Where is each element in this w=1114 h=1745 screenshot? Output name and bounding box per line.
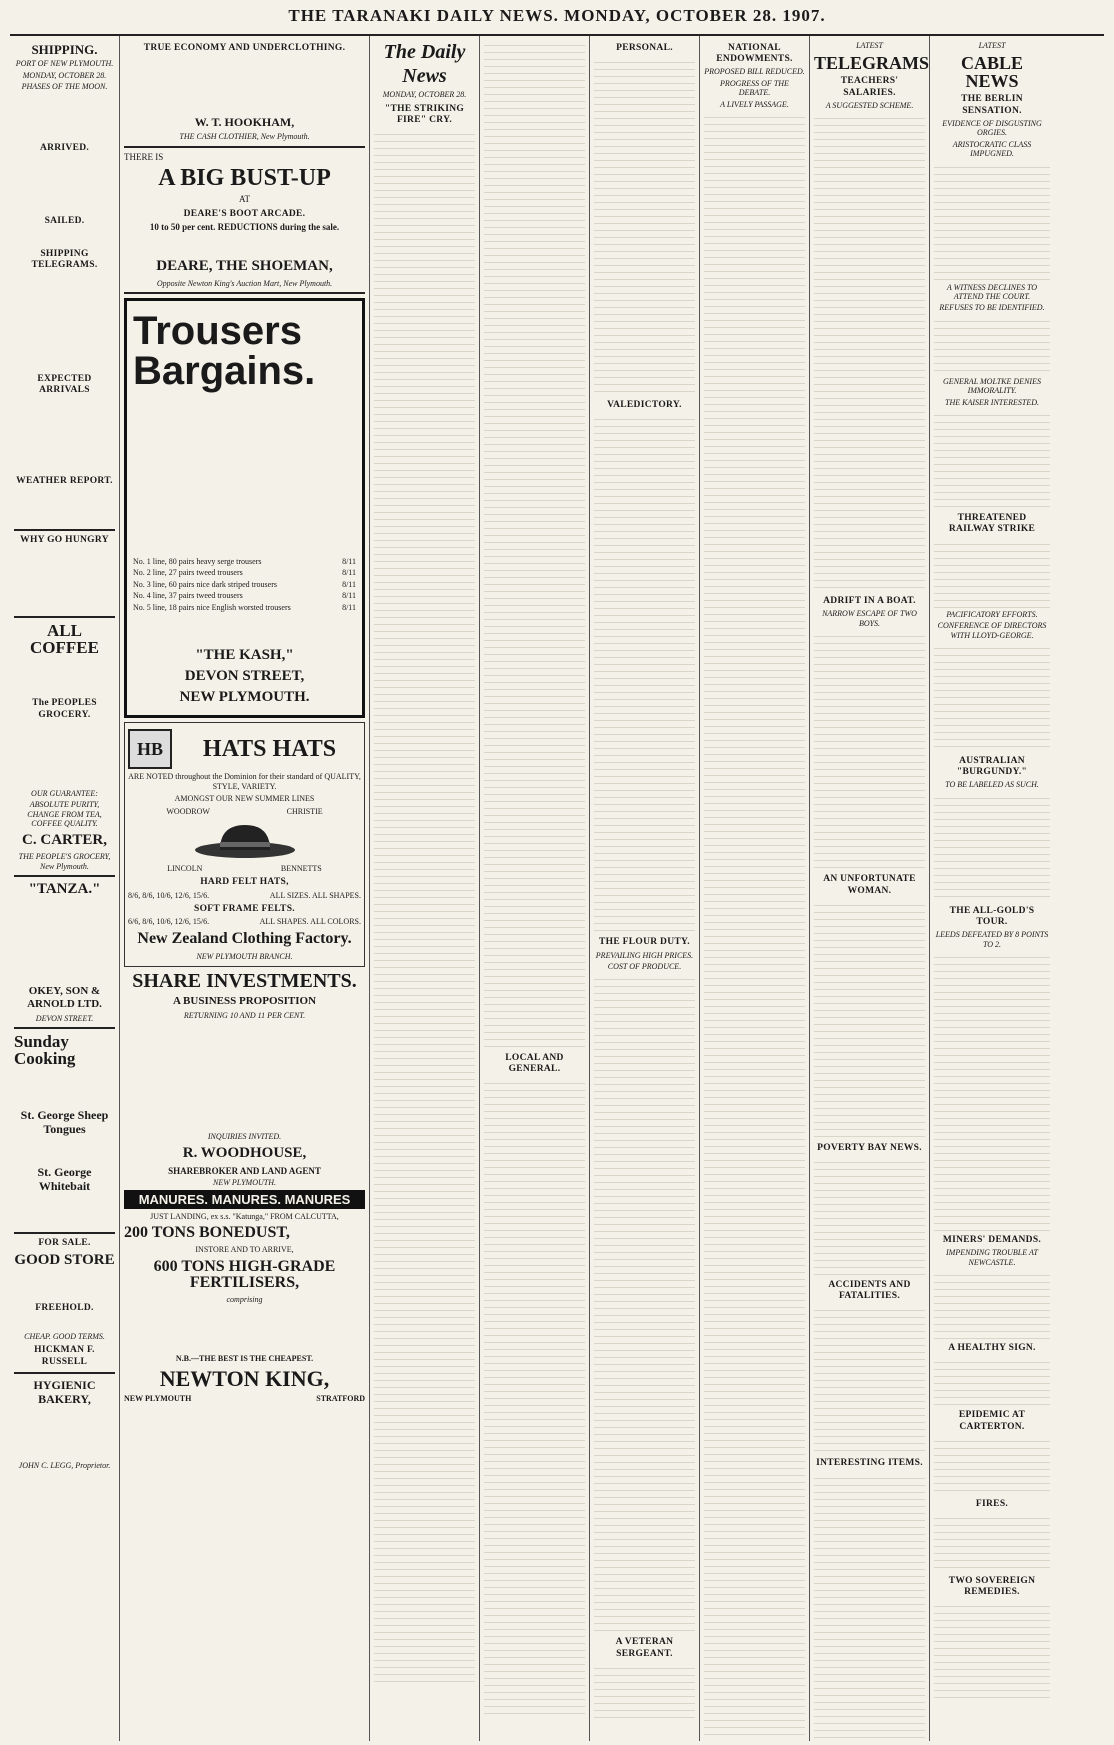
expected-arrivals-heading: EXPECTED ARRIVALS (37, 373, 92, 395)
brand-lincoln: LINCOLN (167, 863, 203, 873)
sailed-heading: SAILED. (44, 215, 85, 226)
hat-icon (190, 820, 300, 860)
woodhouse-name: R. WOODHOUSE, (182, 1144, 307, 1161)
stratford-label: STRATFORD (316, 1393, 365, 1403)
railway-heading: THREATENED RAILWAY STRIKE (948, 513, 1036, 535)
devon-street: DEVON STREET. (35, 1013, 94, 1023)
trousers-item: No. 1 line, 80 pairs heavy serge trousers 8/11 (133, 556, 356, 566)
carter-sub: THE PEOPLE'S GROCERY, New Plymouth. (18, 852, 111, 871)
business-sub: RETURNING 10 AND 11 PER CENT. (183, 1010, 306, 1020)
hookham-name: W. T. HOOKHAM, (194, 115, 295, 130)
np-label: NEW PLYMOUTH (124, 1393, 192, 1403)
telegrams-heading: TELEGRAMS (814, 53, 930, 74)
soft-prices: 6/6, 8/6, 10/6, 12/6, 15/6. (128, 917, 210, 927)
hookham-sub: THE CASH CLOTHIER, New Plymouth. (179, 132, 310, 142)
fertilisers: 600 TONS HIGH-GRADE FERTILISERS, (153, 1257, 336, 1291)
fertiliser-list (124, 1306, 365, 1354)
trousers-text (133, 395, 356, 555)
refuses-heading: REFUSES TO BE IDENTIFIED. (939, 303, 1045, 313)
escape-heading: NARROW ESCAPE OF TWO BOYS. (822, 609, 917, 628)
berlin-heading: THE BERLIN SENSATION. (961, 94, 1023, 116)
true-economy: TRUE ECONOMY AND UNDERCLOTHING. (143, 43, 346, 53)
coffee-text (14, 660, 115, 694)
sharebroker: SHAREBROKER AND LAND AGENT (168, 1165, 321, 1176)
miners-text (934, 1269, 1050, 1339)
kash-town: NEW PLYMOUTH. (179, 688, 310, 705)
hard-prices: 8/6, 8/6, 10/6, 12/6, 15/6. (128, 890, 210, 900)
weather-text (14, 489, 115, 525)
column-editorial (370, 36, 480, 1741)
sunday-text (14, 1071, 115, 1105)
why-hungry-text (14, 548, 115, 612)
kash-street: DEVON STREET, (184, 667, 305, 684)
prevailing-heading: PREVAILING HIGH PRICES. (595, 950, 694, 960)
whitebait-text (14, 1196, 115, 1228)
trousers-list (133, 557, 356, 612)
freehold: FREEHOLD. (35, 1302, 94, 1313)
witness-heading: A WITNESS DECLINES TO ATTEND THE COURT. (946, 282, 1038, 302)
berlin-text (934, 161, 1050, 281)
impending-heading: IMPENDING TROUBLE AT NEWCASTLE. (946, 1248, 1038, 1267)
trousers-item: No. 5 line, 18 pairs nice English worsted trousers 8/11 (133, 602, 356, 612)
newton-king: NEWTON KING, (159, 1365, 330, 1391)
local-text-top (484, 39, 585, 1049)
carter-name: C. CARTER, (22, 831, 107, 848)
suggested-heading: A SUGGESTED SCHEME. (825, 100, 914, 110)
australian-heading: AUSTRALIAN "BURGUNDY." (956, 755, 1028, 778)
okey-name: OKEY, SON & ARNOLD LTD. (27, 984, 102, 1010)
healthy-text (934, 1356, 1050, 1406)
all-golds-heading: THE ALL-GOLD'S TOUR. (949, 905, 1035, 927)
teachers-text (814, 112, 925, 592)
st-george-whitebait: St. George Whitebait (37, 1164, 92, 1193)
latest-cable-label: LATEST (978, 41, 1006, 50)
guarantee: OUR GUARANTEE: (31, 788, 98, 798)
personal-text (594, 56, 695, 396)
in-store: INSTORE AND TO ARRIVE, (195, 1245, 294, 1255)
expected-text (14, 398, 115, 472)
general-heading: GENERAL MOLTKE DENIES IMMORALITY. (943, 376, 1041, 396)
hygienic-bakery: HYGIENIC BAKERY, (33, 1377, 96, 1406)
manures-banner: MANURES. MANURES. MANURES (124, 1190, 365, 1209)
best-cheapest: N.B.—THE BEST IS THE CHEAPEST. (175, 1354, 314, 1364)
brand-christie: CHRISTIE (286, 806, 323, 816)
peoples-grocery: The PEOPLES GROCERY. (32, 698, 97, 720)
shipping-date: MONDAY, OCTOBER 28. (22, 70, 107, 80)
trousers-item: No. 2 line, 27 pairs tweed trousers 8/11 (133, 568, 356, 578)
nz-branch: NEW PLYMOUTH BRANCH. (196, 951, 293, 961)
soft-frame: SOFT FRAME FELTS. (194, 904, 295, 915)
kaiser-heading: THE KAISER INTERESTED. (945, 397, 1039, 407)
bust-up-heading: A BIG BUST-UP (158, 165, 331, 192)
cable-heading: CABLE NEWS (960, 53, 1023, 92)
adrift-text (814, 630, 925, 870)
adrift-heading: ADRIFT IN A BOAT. (823, 596, 916, 607)
fires-heading: FIRES. (975, 1498, 1009, 1509)
burgundy-text (934, 792, 1050, 902)
leeds-heading: LEEDS DEFEATED BY 8 POINTS TO 2. (935, 930, 1049, 949)
just-landing: JUST LANDING, ex s.s. "Katunga," FROM CALCUTTA, (150, 1211, 339, 1221)
poverty-heading: POVERTY BAY NEWS. (817, 1142, 922, 1153)
latest-label: LATEST (856, 41, 883, 50)
local-text (484, 1077, 585, 1717)
tongues-text (14, 1140, 115, 1162)
deare-name: DEARE, THE SHOEMAN, (156, 257, 333, 274)
brand-bennetts: BENNETTS (280, 863, 322, 873)
telegrams-text (14, 274, 115, 370)
reductions-text (124, 233, 365, 255)
nz-clothing: New Zealand Clothing Factory. (137, 929, 352, 947)
at-label: AT (239, 194, 250, 205)
local-general: LOCAL AND GENERAL. (505, 1053, 564, 1075)
cheap-terms: CHEAP. GOOD TERMS. (24, 1331, 105, 1341)
deare-sub: Opposite Newton King's Auction Mart, New Plymouth. (156, 278, 333, 288)
flour-heading: THE FLOUR DUTY. (599, 937, 690, 948)
summer-lines: AMONGST OUR NEW SUMMER LINES (174, 794, 315, 804)
column-cable (930, 36, 1054, 1741)
grocery-text (14, 723, 115, 787)
store-text (14, 1273, 115, 1299)
analysed-heading: TO BE LABELED AS SUCH. (945, 780, 1039, 790)
arrived-text (14, 156, 115, 212)
hats-note: ARE NOTED throughout the Dominion for their standard of QUALITY, STYLE, VARIETY. (128, 772, 361, 791)
personal-heading: PERSONAL. (616, 43, 673, 53)
port-heading: PORT OF NEW PLYMOUTH. (15, 59, 114, 69)
healthy-heading: A HEALTHY SIGN. (948, 1343, 1036, 1354)
there-is: THERE IS (124, 151, 164, 162)
all-coffee-heading: ALL COFFEE (30, 621, 99, 658)
inquiries: INQUIRIES INVITED. (207, 1132, 282, 1142)
reductions: 10 to 50 per cent. REDUCTIONS during the sale. (149, 222, 340, 233)
arrived-heading: ARRIVED. (39, 142, 90, 153)
pacificatory-heading: PACIFICATORY EFFORTS. (946, 609, 1038, 619)
witness-text (934, 315, 1050, 375)
progress-heading: PROGRESS OF THE DEBATE. (720, 78, 789, 98)
all-colors: ALL SHAPES. ALL COLORS. (259, 917, 361, 927)
accidents-text (814, 1304, 925, 1454)
teachers-heading: TEACHERS' SALARIES. (840, 76, 899, 98)
aristocratic-heading: ARISTOCRATIC CLASS IMPUGNED. (952, 139, 1032, 159)
interesting-heading: INTERESTING ITEMS. (816, 1458, 923, 1469)
trousers-ad (124, 298, 365, 718)
national-text (704, 111, 805, 1741)
national-heading: NATIONAL ENDOWMENTS. (716, 43, 793, 65)
tide-text (14, 103, 115, 139)
evidence-heading: EVIDENCE OF DISGUSTING ORGIES. (942, 118, 1042, 138)
unfortunate-heading: AN UNFORTUNATE WOMAN. (823, 874, 916, 896)
miners-heading: MINERS' DEMANDS. (942, 1235, 1042, 1246)
columns (10, 36, 1104, 1741)
business-heading: A BUSINESS PROPOSITION (172, 994, 317, 1007)
epidemic-heading: EPIDEMIC AT CARTERTON. (958, 1410, 1026, 1432)
column-telegrams (810, 36, 930, 1741)
all-golds-text (934, 951, 1050, 1231)
railway-text (934, 538, 1050, 608)
veteran-text (594, 1662, 695, 1722)
hats-heading: HATS HATS (202, 736, 337, 763)
editorial-text (374, 128, 475, 1688)
sailed-text (14, 229, 115, 245)
tanza-heading: "TANZA." (28, 881, 101, 898)
amended-heading: PROPOSED BILL REDUCED. (704, 67, 805, 77)
sunday-cooking: Sunday Cooking (14, 1032, 76, 1069)
daily-news-title: The Daily News (383, 41, 466, 87)
masthead: THE TARANAKI DAILY NEWS. MONDAY, OCTOBER 28. 1907. (10, 6, 1104, 36)
kash-name: "THE KASH," (195, 647, 294, 664)
comprising: comprising (226, 1294, 263, 1304)
veteran-heading: A VETERAN SERGEANT. (615, 1637, 674, 1659)
shipping-heading: SHIPPING. (31, 42, 98, 57)
st-george-tongues: St. George Sheep Tongues (20, 1108, 109, 1137)
hickman: HICKMAN F. RUSSELL (34, 1345, 95, 1367)
shipping-telegrams-heading: SHIPPING TELEGRAMS. (31, 249, 98, 271)
remedies-text (934, 1600, 1050, 1700)
conference-heading: CONFERENCE OF DIRECTORS WITH LLOYD-GEORGE. (937, 621, 1047, 640)
tide-table (14, 94, 115, 103)
column-national (700, 36, 810, 1741)
brand-woodrow: WOODROW (166, 806, 210, 816)
tanza-text (14, 902, 115, 982)
fires-text (934, 1512, 1050, 1572)
lively-heading: A LIVELY PASSAGE. (720, 99, 789, 109)
trousers-item: No. 3 line, 60 pairs nice dark striped trousers 8/11 (133, 579, 356, 589)
poverty-text (814, 1156, 925, 1276)
why-hungry-heading: WHY GO HUNGRY (20, 535, 109, 546)
column-advertisements (120, 36, 370, 1741)
share-heading: SHARE INVESTMENTS. (132, 969, 357, 992)
trousers-item: No. 4 line, 37 pairs tweed trousers 8/11 (133, 591, 356, 601)
freehold-text (14, 1316, 115, 1330)
conference-text (934, 642, 1050, 752)
two-sovereign-heading: TWO SOVEREIGN REMEDIES. (948, 1575, 1036, 1598)
deares-arcade: DEARE'S BOOT ARCADE. (183, 209, 306, 220)
hard-felt: HARD FELT HATS, (200, 877, 289, 888)
share-text (124, 1022, 365, 1130)
striking-fire-heading: "THE STRIKING FIRE" CRY. (384, 103, 465, 125)
column-local (480, 36, 590, 1741)
bakery-text (14, 1409, 115, 1459)
hats-ad (124, 722, 365, 967)
all-sizes: ALL SIZES. ALL SHAPES. (269, 890, 361, 900)
good-store: GOOD STORE (14, 1252, 115, 1269)
bonedust: 200 TONS BONEDUST, (124, 1224, 290, 1242)
valedictory-heading: VALEDICTORY. (607, 400, 682, 411)
editorial-date: MONDAY, OCTOBER 28. (382, 90, 467, 100)
weather-heading: WEATHER REPORT. (16, 476, 113, 486)
column-personal (590, 36, 700, 1741)
epidemic-text (934, 1435, 1050, 1495)
unfortunate-text (814, 899, 925, 1139)
cost-heading: COST OF PRODUCE. (607, 962, 682, 972)
trousers-heading: Trousers Bargains. (133, 308, 316, 393)
hb-logo-icon: HB (128, 729, 172, 769)
phases-heading: PHASES OF THE MOON. (21, 82, 108, 92)
kaiser-text (934, 409, 1050, 509)
accidents-heading: ACCIDENTS AND FATALITIES. (828, 1279, 911, 1302)
valedictory-text (594, 413, 695, 933)
absolute-purity: ABSOLUTE PURITY, CHANGE FROM TEA, COFFEE QUALITY. (27, 800, 102, 829)
woodhouse-town: NEW PLYMOUTH. (213, 1178, 276, 1188)
economy-text (124, 56, 365, 112)
column-shipping (10, 36, 120, 1741)
interesting-text (814, 1472, 925, 1741)
bakery-proprietor: JOHN C. LEGG, Proprietor. (18, 1461, 111, 1471)
for-sale: FOR SALE. (38, 1237, 91, 1248)
flour-text (594, 973, 695, 1633)
